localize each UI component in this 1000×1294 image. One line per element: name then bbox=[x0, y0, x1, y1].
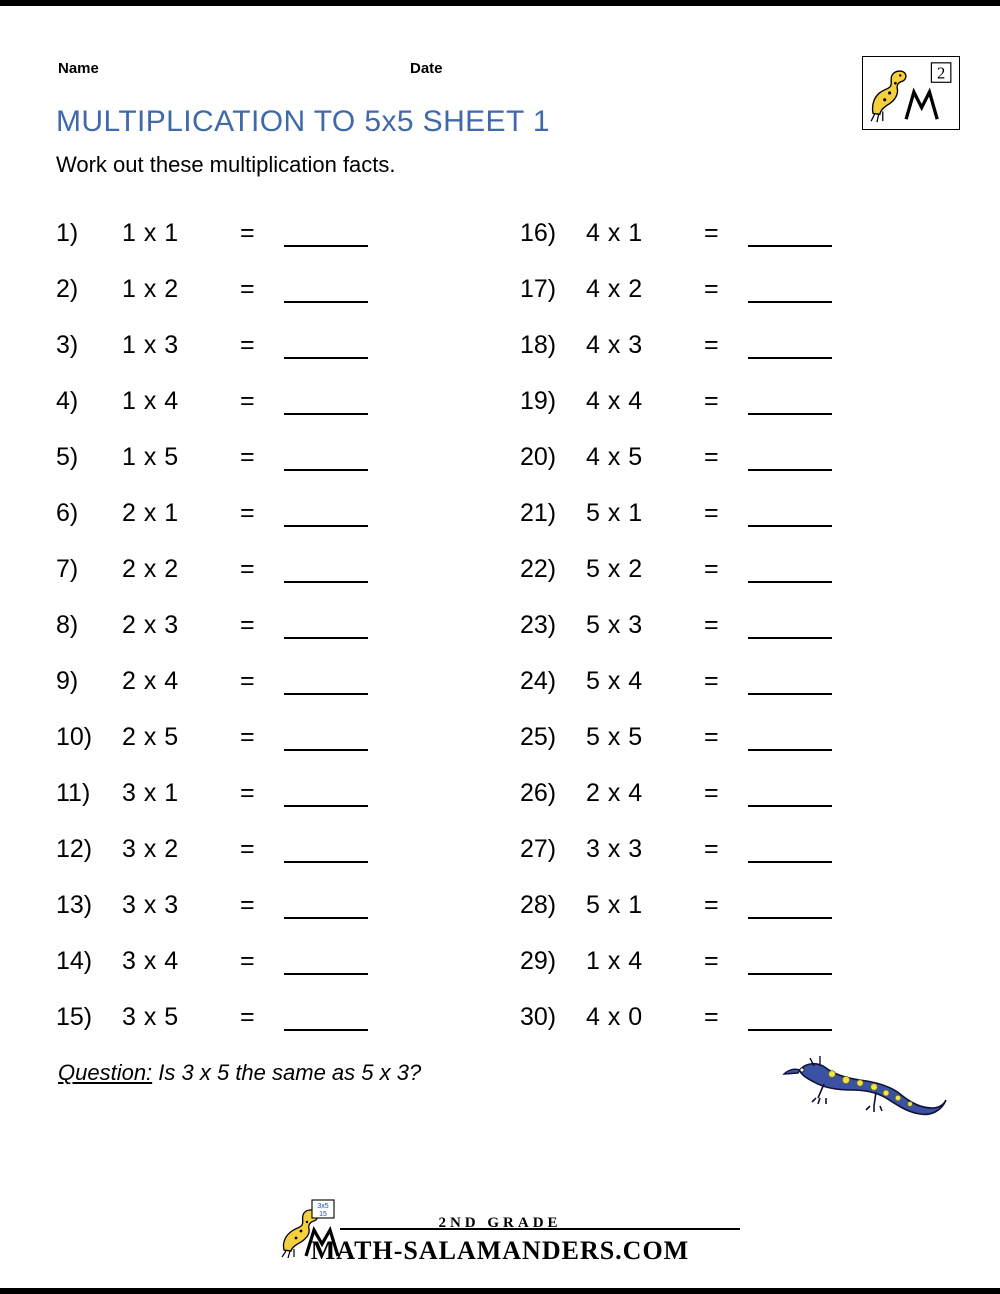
question-number: 9) bbox=[56, 666, 79, 695]
question-row bbox=[56, 653, 368, 709]
equals-sign: = bbox=[240, 666, 255, 695]
question-number: 21) bbox=[520, 498, 557, 527]
question-expression: 3 x 2 bbox=[122, 834, 179, 863]
header-logo-box bbox=[862, 56, 960, 130]
question-expression: 4 x 1 bbox=[586, 218, 643, 247]
answer-blank[interactable] bbox=[284, 835, 368, 863]
question-row bbox=[56, 485, 368, 541]
answer-blank[interactable] bbox=[748, 387, 832, 415]
question-expression: 4 x 3 bbox=[586, 330, 643, 359]
answer-blank[interactable] bbox=[284, 947, 368, 975]
question-number: 10) bbox=[56, 722, 93, 751]
equals-sign: = bbox=[704, 890, 719, 919]
equals-sign: = bbox=[704, 722, 719, 751]
equals-sign: = bbox=[240, 554, 255, 583]
question-expression: 3 x 4 bbox=[122, 946, 179, 975]
footer-grade-label: 2ND GRADE bbox=[438, 1215, 562, 1231]
question-row bbox=[56, 317, 368, 373]
question-number: 23) bbox=[520, 610, 557, 639]
answer-blank[interactable] bbox=[284, 611, 368, 639]
question-number: 3) bbox=[56, 330, 79, 359]
answer-blank[interactable] bbox=[748, 555, 832, 583]
question-expression: 5 x 5 bbox=[586, 722, 643, 751]
question-expression: 4 x 0 bbox=[586, 1002, 643, 1031]
answer-blank[interactable] bbox=[748, 499, 832, 527]
question-row bbox=[56, 261, 368, 317]
question-expression: 4 x 5 bbox=[586, 442, 643, 471]
question-row bbox=[56, 877, 368, 933]
answer-blank[interactable] bbox=[284, 387, 368, 415]
question-number: 7) bbox=[56, 554, 79, 583]
logo-badge-number: 2 bbox=[936, 63, 946, 83]
equals-sign: = bbox=[240, 218, 255, 247]
equals-sign: = bbox=[240, 274, 255, 303]
question-number: 11) bbox=[56, 778, 91, 807]
question-number: 19) bbox=[520, 386, 557, 415]
answer-blank[interactable] bbox=[284, 891, 368, 919]
question-row bbox=[56, 765, 368, 821]
top-border-rule bbox=[0, 0, 1000, 6]
answer-blank[interactable] bbox=[284, 331, 368, 359]
page-instructions: Work out these multiplication facts. bbox=[56, 152, 396, 177]
question-number: 18) bbox=[520, 330, 557, 359]
question-expression: 3 x 5 bbox=[122, 1002, 179, 1031]
equals-sign: = bbox=[240, 1002, 255, 1031]
date-label: Date bbox=[410, 60, 443, 77]
question-expression: 3 x 1 bbox=[122, 778, 179, 807]
equals-sign: = bbox=[240, 834, 255, 863]
answer-blank[interactable] bbox=[284, 723, 368, 751]
answer-blank[interactable] bbox=[284, 219, 368, 247]
answer-blank[interactable] bbox=[748, 219, 832, 247]
question-number: 17) bbox=[520, 274, 557, 303]
question-number: 15) bbox=[56, 1002, 93, 1031]
equals-sign: = bbox=[240, 946, 255, 975]
name-label: Name bbox=[58, 60, 99, 77]
question-number: 22) bbox=[520, 554, 557, 583]
question-number: 12) bbox=[56, 834, 93, 863]
answer-blank[interactable] bbox=[748, 779, 832, 807]
answer-blank[interactable] bbox=[748, 611, 832, 639]
question-number: 30) bbox=[520, 1002, 557, 1031]
equals-sign: = bbox=[704, 946, 719, 975]
question-row bbox=[520, 373, 832, 429]
question-expression: 2 x 2 bbox=[122, 554, 179, 583]
answer-blank[interactable] bbox=[748, 947, 832, 975]
answer-blank[interactable] bbox=[748, 1003, 832, 1031]
equals-sign: = bbox=[704, 330, 719, 359]
equals-sign: = bbox=[240, 330, 255, 359]
question-number: 1) bbox=[56, 218, 79, 247]
answer-blank[interactable] bbox=[748, 667, 832, 695]
question-expression: 5 x 2 bbox=[586, 554, 643, 583]
answer-blank[interactable] bbox=[748, 723, 832, 751]
question-expression: 2 x 4 bbox=[586, 778, 643, 807]
answer-blank[interactable] bbox=[748, 331, 832, 359]
question-row bbox=[520, 597, 832, 653]
question-number: 27) bbox=[520, 834, 557, 863]
blue-spotted-lizard-icon bbox=[780, 1040, 950, 1130]
salamander-logo-icon bbox=[863, 57, 957, 127]
equals-sign: = bbox=[240, 778, 255, 807]
equals-sign: = bbox=[704, 778, 719, 807]
question-row bbox=[56, 933, 368, 989]
questions-column-right bbox=[520, 205, 832, 1045]
question-row bbox=[56, 373, 368, 429]
answer-blank[interactable] bbox=[748, 835, 832, 863]
question-row bbox=[56, 429, 368, 485]
question-number: 20) bbox=[520, 442, 557, 471]
bonus-question-text: Is 3 x 5 the same as 5 x 3? bbox=[152, 1060, 422, 1085]
equals-sign: = bbox=[240, 442, 255, 471]
question-expression: 5 x 1 bbox=[586, 498, 643, 527]
question-row bbox=[520, 877, 832, 933]
page-title: MULTIPLICATION TO 5x5 SHEET 1 bbox=[56, 105, 550, 138]
question-number: 2) bbox=[56, 274, 79, 303]
question-row bbox=[520, 821, 832, 877]
equals-sign: = bbox=[704, 498, 719, 527]
question-number: 25) bbox=[520, 722, 557, 751]
bonus-question bbox=[58, 1060, 421, 1086]
equals-sign: = bbox=[240, 498, 255, 527]
question-number: 28) bbox=[520, 890, 557, 919]
question-expression: 1 x 3 bbox=[122, 330, 179, 359]
question-number: 13) bbox=[56, 890, 93, 919]
question-number: 14) bbox=[56, 946, 93, 975]
question-number: 8) bbox=[56, 610, 79, 639]
question-expression: 2 x 5 bbox=[122, 722, 179, 751]
question-number: 29) bbox=[520, 946, 557, 975]
question-row bbox=[56, 709, 368, 765]
equals-sign: = bbox=[704, 610, 719, 639]
question-number: 16) bbox=[520, 218, 557, 247]
question-row bbox=[520, 541, 832, 597]
question-row bbox=[520, 261, 832, 317]
question-row bbox=[520, 653, 832, 709]
question-expression: 1 x 4 bbox=[586, 946, 643, 975]
question-expression: 3 x 3 bbox=[586, 834, 643, 863]
question-number: 6) bbox=[56, 498, 79, 527]
answer-blank[interactable] bbox=[284, 779, 368, 807]
question-expression: 2 x 3 bbox=[122, 610, 179, 639]
bottom-border-rule bbox=[0, 1288, 1000, 1294]
equals-sign: = bbox=[704, 442, 719, 471]
question-expression: 5 x 3 bbox=[586, 610, 643, 639]
bonus-question-label: Question: bbox=[58, 1060, 153, 1085]
question-row bbox=[520, 429, 832, 485]
equals-sign: = bbox=[704, 1002, 719, 1031]
question-row bbox=[520, 765, 832, 821]
answer-blank[interactable] bbox=[284, 499, 368, 527]
question-number: 5) bbox=[56, 442, 79, 471]
question-row bbox=[520, 205, 832, 261]
question-number: 26) bbox=[520, 778, 557, 807]
answer-blank[interactable] bbox=[284, 555, 368, 583]
equals-sign: = bbox=[240, 722, 255, 751]
answer-blank[interactable] bbox=[284, 443, 368, 471]
question-row bbox=[520, 709, 832, 765]
question-expression: 1 x 2 bbox=[122, 274, 179, 303]
question-expression: 5 x 1 bbox=[586, 890, 643, 919]
question-expression: 2 x 4 bbox=[122, 666, 179, 695]
svg-text:15: 15 bbox=[319, 1211, 327, 1218]
answer-blank[interactable] bbox=[748, 443, 832, 471]
question-expression: 3 x 3 bbox=[122, 890, 179, 919]
question-row bbox=[56, 821, 368, 877]
question-row bbox=[520, 317, 832, 373]
question-expression: 2 x 1 bbox=[122, 498, 179, 527]
svg-text:3x5: 3x5 bbox=[317, 1203, 329, 1210]
equals-sign: = bbox=[240, 890, 255, 919]
question-row bbox=[520, 485, 832, 541]
equals-sign: = bbox=[240, 386, 255, 415]
question-row bbox=[56, 597, 368, 653]
equals-sign: = bbox=[240, 610, 255, 639]
question-expression: 4 x 4 bbox=[586, 386, 643, 415]
question-row bbox=[520, 989, 832, 1045]
question-number: 24) bbox=[520, 666, 557, 695]
equals-sign: = bbox=[704, 218, 719, 247]
equals-sign: = bbox=[704, 386, 719, 415]
equals-sign: = bbox=[704, 666, 719, 695]
questions-column-left bbox=[56, 205, 368, 1045]
question-row bbox=[56, 541, 368, 597]
question-expression: 1 x 1 bbox=[122, 218, 179, 247]
question-number: 4) bbox=[56, 386, 79, 415]
question-expression: 1 x 5 bbox=[122, 442, 179, 471]
answer-blank[interactable] bbox=[284, 1003, 368, 1031]
question-expression: 1 x 4 bbox=[122, 386, 179, 415]
question-expression: 5 x 4 bbox=[586, 666, 643, 695]
question-row bbox=[56, 205, 368, 261]
answer-blank[interactable] bbox=[748, 275, 832, 303]
question-row bbox=[56, 989, 368, 1045]
equals-sign: = bbox=[704, 554, 719, 583]
equals-sign: = bbox=[704, 834, 719, 863]
question-row bbox=[520, 933, 832, 989]
answer-blank[interactable] bbox=[284, 667, 368, 695]
answer-blank[interactable] bbox=[748, 891, 832, 919]
question-expression: 4 x 2 bbox=[586, 274, 643, 303]
equals-sign: = bbox=[704, 274, 719, 303]
footer-site-label: MATH-SALAMANDERS.COM bbox=[310, 1236, 690, 1265]
answer-blank[interactable] bbox=[284, 275, 368, 303]
